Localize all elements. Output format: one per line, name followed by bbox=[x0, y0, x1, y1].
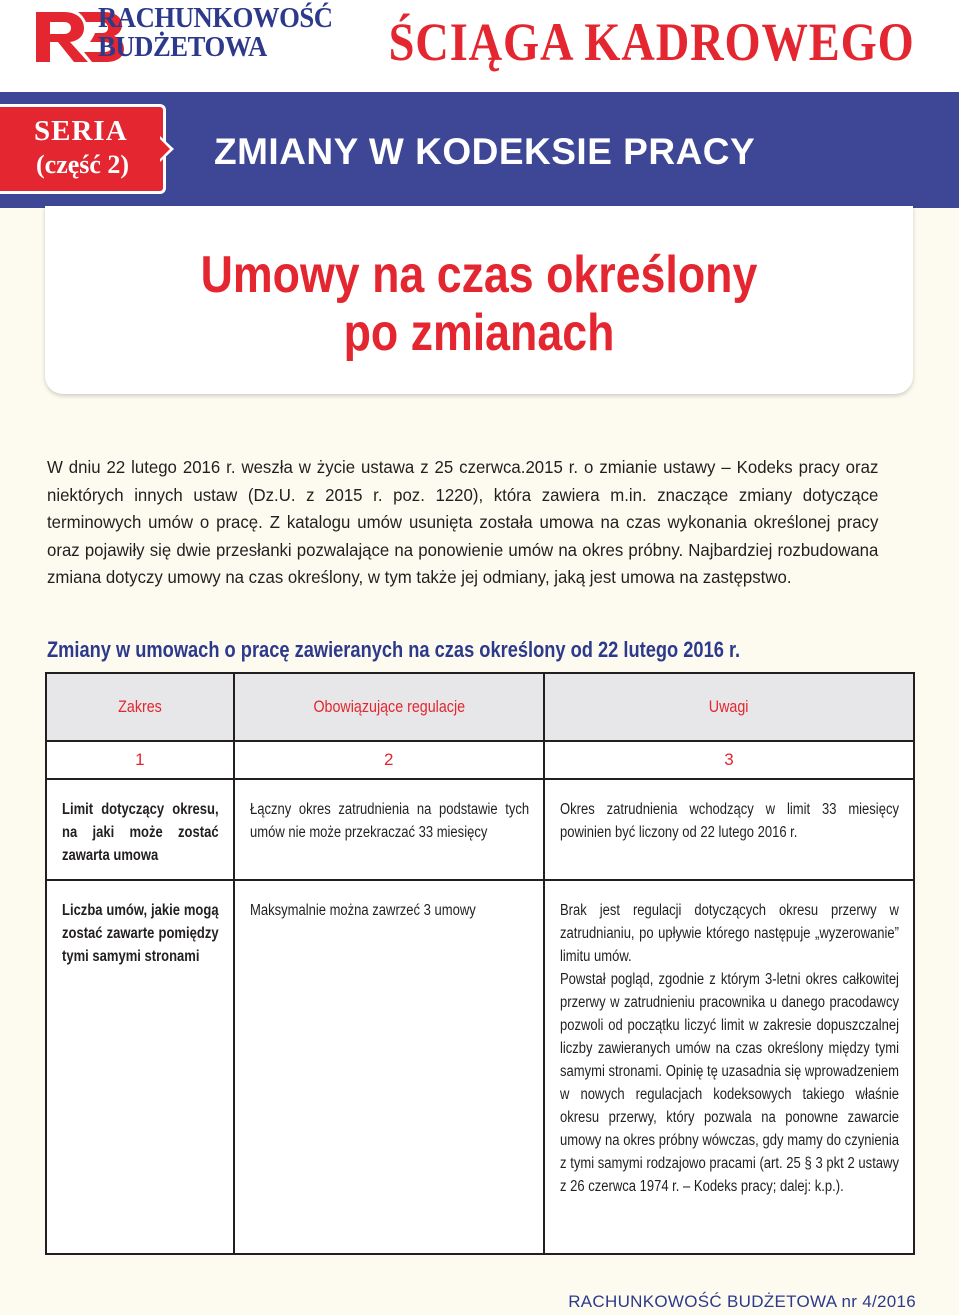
notes-cell bbox=[544, 880, 914, 1254]
column-number: 3 bbox=[544, 741, 914, 779]
scope-text: Liczba umów, jakie mogą zostać zawarte pomiędzy tymi samymi stronami bbox=[62, 902, 219, 965]
series-part: (część 2) bbox=[36, 150, 130, 179]
series-label: SERIA bbox=[34, 115, 128, 147]
page-title-line-1: Umowy na czas określony bbox=[200, 246, 758, 304]
scope-cell bbox=[46, 880, 234, 1254]
notes-text: Brak jest regulacji dotyczących okresu przerwy w zatrudnianiu, po upływie którego następuje „wyzerowanie” limitu umów. bbox=[559, 902, 899, 965]
intro-paragraph: W dniu 22 lutego 2016 r. weszła w życie ustawa z 25 czerwca.2015 r. o zmianie ustawy – Kodeks pracy oraz niektórych innych ustaw (Dz.U. z 2015 r. poz. 1220), która zawiera m.in. znaczące zmiany dotyczące terminowych umów o pracę. Z katalogu umów usunięta została umowa na czas wykonania określonej pracy oraz pojawiły się dwie przesłanki pozwalające na ponowienie umów na okres próbny. Najbardziej rozbudowana zmiana dotyczy umowy na czas określony, w tym także jej odmiany, jaką jest umowa na zastępstwo. bbox=[47, 457, 879, 587]
notes-cell-inner bbox=[545, 881, 913, 1208]
series-badge-arrow-inner bbox=[160, 139, 170, 159]
page-title-line-2: po zmianach bbox=[343, 304, 615, 362]
notes-text: Okres zatrudnienia wchodzący w limit 33 miesięcy powinien być liczony od 22 lutego 2016 r. bbox=[559, 801, 899, 841]
notes-text-2: Powstał pogląd, zgodnie z którym 3-letni okres całkowitej przerwy w zatrudnieniu pracownika u danego pracodawcy pozwoli od początku liczyć limit w zakresie dopuszczalnej liczby zawieranych umów na czas określony między tymi samymi stronami. Opinię tę uzasadnia się wprowadzeniem w nowych regulacjach kodeksowych takiego właśnie okresu przerwy, który pozwala na ponowne zawarcie umowy na okres próbny wówczas, gdy mamy do czynienia z tymi samymi rodzajowo pracami (art. 25 § 3 pkt 2 ustawy z 26 czerwca 1974 r. – Kodeks pracy; dalej: k.p.). bbox=[559, 971, 899, 1195]
table-row bbox=[46, 779, 914, 880]
regulation-cell bbox=[234, 779, 544, 880]
page-footer: RACHUNKOWOŚĆ BUDŻETOWA nr 4/2016 bbox=[568, 1292, 916, 1311]
scope-cell-inner bbox=[47, 780, 233, 877]
regulation-cell bbox=[234, 880, 544, 1254]
scope-cell-inner bbox=[47, 881, 233, 978]
section-title: Zmiany w umowach o pracę zawieranych na czas określony od 22 lutego 2016 r. bbox=[47, 637, 741, 662]
logo-wordmark bbox=[98, 4, 333, 62]
column-number: 2 bbox=[234, 741, 544, 779]
header-regulation-label: Obowiązujące regulacje bbox=[312, 697, 465, 716]
regulation-text: Maksymalnie można zawrzeć 3 umowy bbox=[249, 902, 476, 919]
header-cell-notes bbox=[544, 673, 914, 741]
series-title: ZMIANY W KODEKSIE PRACY bbox=[214, 131, 756, 172]
notes-cell-inner bbox=[545, 780, 913, 854]
header-notes-label: Uwagi bbox=[709, 697, 749, 716]
regulation-cell-inner bbox=[235, 881, 543, 932]
page-title bbox=[106, 246, 852, 362]
header-cell-regulation bbox=[234, 673, 544, 741]
column-number: 1 bbox=[46, 741, 234, 779]
scope-text: Limit dotyczący okresu, na jaki może zostać zawarta umowa bbox=[62, 801, 219, 864]
column-number-row bbox=[46, 741, 914, 779]
notes-cell bbox=[544, 779, 914, 880]
changes-table bbox=[45, 672, 915, 1255]
regulation-cell-inner bbox=[235, 780, 543, 854]
scope-cell bbox=[46, 779, 234, 880]
table-row bbox=[46, 880, 914, 1254]
table-header-row bbox=[46, 673, 914, 741]
header-scope-label: Zakres bbox=[118, 697, 162, 716]
logo-line-1: RACHUNKOWOŚĆ bbox=[98, 2, 333, 34]
logo-line-2: BUDŻETOWA bbox=[98, 31, 267, 63]
header-cell-scope bbox=[46, 673, 234, 741]
brand-title: ŚCIĄGA KADROWEGO bbox=[389, 12, 915, 72]
regulation-text: Łączny okres zatrudnienia na podstawie tych umów nie może przekraczać 33 miesięcy bbox=[249, 801, 529, 841]
